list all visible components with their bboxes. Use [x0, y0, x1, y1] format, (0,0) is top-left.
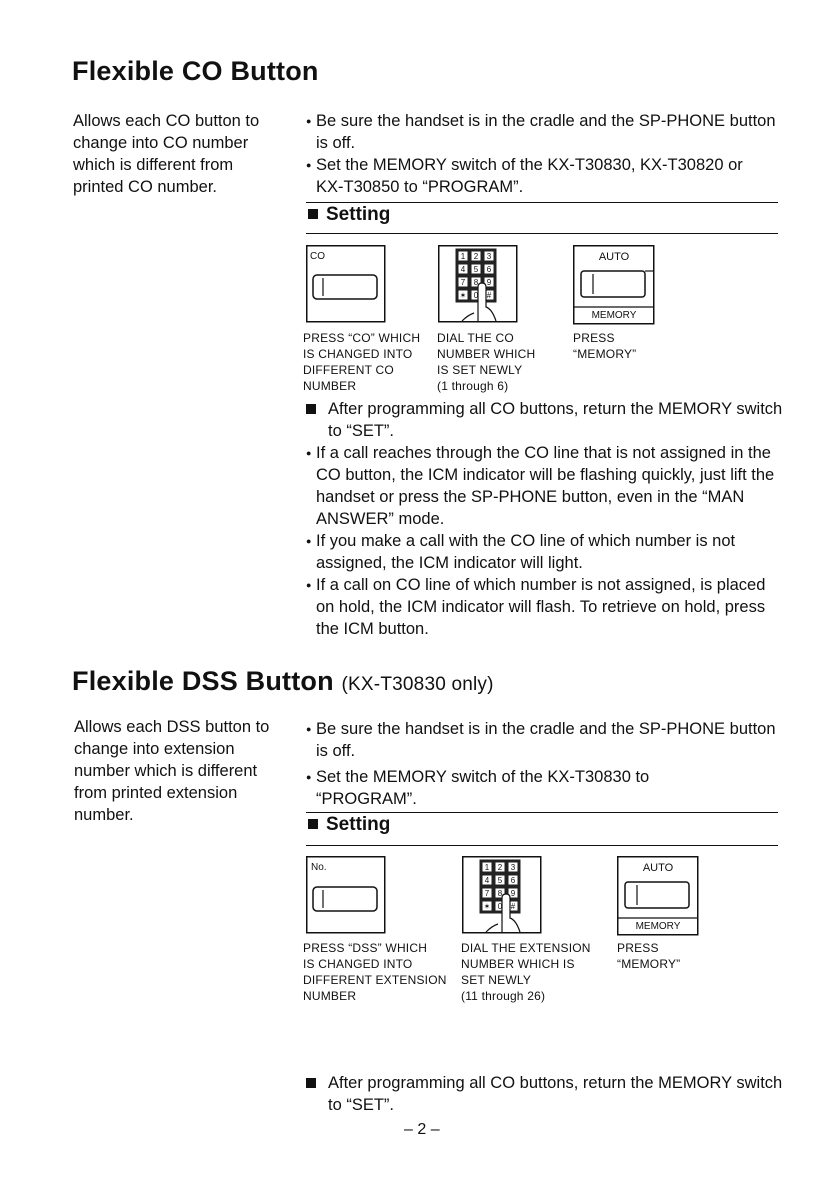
no-key-label: No.	[311, 862, 327, 873]
section2-note: After programming all CO buttons, return the MEMORY switch to “SET”.	[306, 1072, 798, 1116]
keypad-icon	[462, 856, 542, 934]
bullet-handset: ● Be sure the handset is in the cradle and the SP-PHONE button is off.	[306, 110, 786, 154]
keypad-key-label: 4	[484, 876, 490, 885]
bullet-handset: ● Be sure the handset is in the cradle and the SP-PHONE button is off.	[306, 718, 786, 762]
keypad-key-label: 1	[484, 863, 490, 872]
section2-title-main: Flexible DSS Button	[72, 666, 334, 696]
section2-title	[72, 666, 494, 697]
detail-item: ● If a call reaches through the CO line that is not assigned in the CO button, the ICM indicator will be flashing quickly, just lift the handset or press the SP-PHONE button, even in the “MAN ANSWER” mode.	[306, 442, 778, 530]
keypad-key-label: ✶	[459, 291, 467, 300]
keypad-key-label: 9	[510, 889, 516, 898]
keypad-key-label: 5	[497, 876, 503, 885]
memory-button-illustration	[573, 245, 655, 325]
step1-caption: PRESS “CO” WHICH IS CHANGED INTO DIFFERENT CO NUMBER	[303, 331, 421, 393]
section2-intro: Allows each DSS button to change into extension number which is different from printed extension number.	[74, 718, 270, 824]
auto-label: AUTO	[598, 251, 630, 263]
section1-note: After programming all CO buttons, return the MEMORY switch to “SET”.	[306, 398, 798, 442]
step2-caption: DIAL THE EXTENSION NUMBER WHICH IS SET NEWLY (11 through 26)	[461, 941, 591, 1003]
memory-label: MEMORY	[591, 310, 637, 321]
memory-label: MEMORY	[635, 921, 681, 932]
keypad-key-label: 0	[473, 291, 479, 300]
keypad-key-label: 3	[510, 863, 516, 872]
keypad-key-label: 7	[484, 889, 490, 898]
keypad-key-label: 6	[510, 876, 516, 885]
memory-button-illustration	[617, 856, 699, 936]
keypad-key-label: 8	[473, 278, 479, 287]
keypad-key-label: 0	[497, 902, 503, 911]
divider	[306, 233, 778, 234]
divider	[306, 845, 778, 846]
step3-caption: PRESS “MEMORY”	[617, 941, 681, 971]
divider	[306, 202, 778, 203]
dial-keypad-illustration	[438, 245, 518, 323]
bullet-memory-switch: ● Set the MEMORY switch of the KX-T30830 to “PROGRAM”.	[306, 766, 716, 810]
auto-label: AUTO	[642, 862, 674, 874]
step3-caption: PRESS “MEMORY”	[573, 331, 637, 361]
keypad-icon	[438, 245, 518, 323]
dss-button-illustration	[306, 856, 386, 934]
section1-details	[306, 442, 778, 640]
page-number: – 2 –	[404, 1121, 440, 1138]
section1-intro: Allows each CO button to change into CO number which is different from printed CO number.	[73, 112, 260, 196]
keypad-key-label: #	[486, 291, 492, 300]
dial-keypad-illustration	[462, 856, 542, 934]
divider	[306, 812, 778, 813]
keypad-key-label: #	[510, 902, 516, 911]
section2-setting-heading: Setting	[308, 814, 390, 836]
step2-caption: DIAL THE CO NUMBER WHICH IS SET NEWLY (1 through 6)	[437, 331, 536, 393]
detail-item: ● If a call on CO line of which number is not assigned, is placed on hold, the ICM indicator will flash. To retrieve on hold, press the ICM button.	[306, 574, 778, 640]
section1-title: Flexible CO Button	[72, 56, 319, 86]
keypad-key-label: ✶	[483, 902, 491, 911]
hand-icon	[462, 313, 474, 321]
keypad-key-label: 8	[497, 889, 503, 898]
keypad-key-label: 9	[486, 278, 492, 287]
keypad-key-label: 3	[486, 252, 492, 261]
bullet-memory-switch: ● Set the MEMORY switch of the KX-T30830, KX-T30820 or KX-T30850 to “PROGRAM”.	[306, 154, 766, 198]
keypad-key-label: 5	[473, 265, 479, 274]
keypad-key-label: 2	[497, 863, 503, 872]
section2-bullets	[306, 718, 786, 810]
keypad-key-label: 4	[460, 265, 466, 274]
co-key-label: CO	[310, 251, 325, 262]
keypad-key-label: 6	[486, 265, 492, 274]
section2-title-sub: (KX-T30830 only)	[341, 674, 494, 695]
keypad-key-label: 7	[460, 278, 466, 287]
detail-item: ● If you make a call with the CO line of which number is not assigned, the ICM indicator will light.	[306, 530, 778, 574]
co-button-illustration	[306, 245, 386, 323]
hand-icon	[486, 924, 498, 932]
keypad-key-label: 2	[473, 252, 479, 261]
keypad-key-label: 1	[460, 252, 466, 261]
section1-setting-heading: Setting	[308, 204, 390, 226]
section1-bullets	[306, 110, 786, 198]
step1-caption: PRESS “DSS” WHICH IS CHANGED INTO DIFFERENT EXTENSION NUMBER	[303, 941, 447, 1003]
